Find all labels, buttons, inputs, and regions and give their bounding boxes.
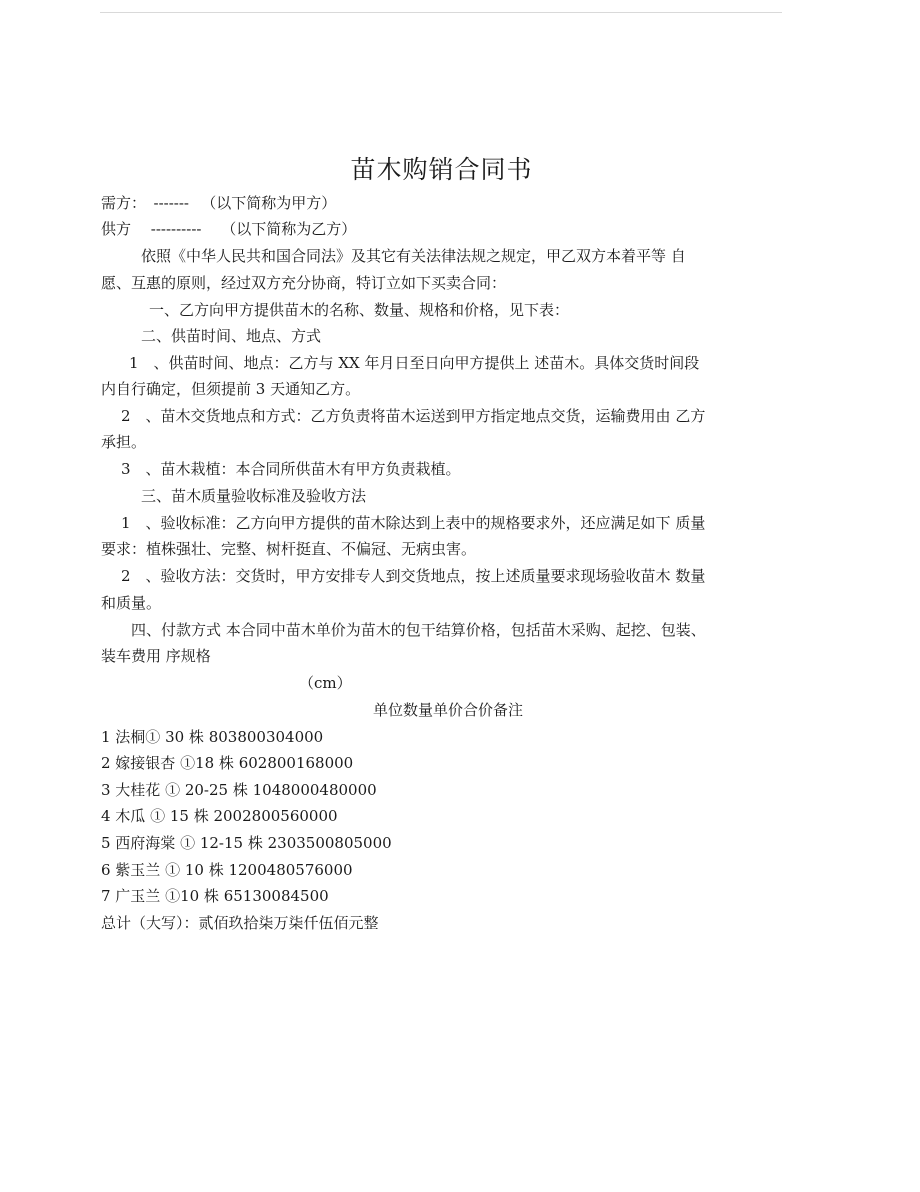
table-row: 2 嫁接银杏 ①18 株 602800168000 [101, 754, 354, 772]
table-row: 5 西府海棠 ① 12-15 株 2303500805000 [101, 834, 392, 852]
delivery-place-line-1: 2 、苗木交货地点和方式：乙方负责将苗木运送到甲方指定地点交货，运输费用由 乙方 [121, 407, 706, 425]
total-amount-line: 总计（大写）：贰佰玖拾柒万柒仟伍佰元整 [101, 914, 379, 932]
top-divider [100, 12, 782, 13]
document-title: 苗木购销合同书 [350, 155, 533, 184]
table-row: 4 木瓜 ① 15 株 2002800560000 [101, 807, 338, 825]
planting-line: 3 、苗木栽植：本合同所供苗木有甲方负责栽植。 [121, 460, 461, 478]
table-header: 单位数量单价合价备注 [373, 701, 524, 719]
section-3-heading: 三、苗木质量验收标准及验收方法 [141, 487, 367, 505]
delivery-time-line-2: 内自行确定，但须提前 3 天通知乙方。 [101, 380, 361, 398]
delivery-time-line-1: 1 、供苗时间、地点：乙方与 XX 年月日至日向甲方提供上 述苗木。具体交货时间段 [129, 354, 700, 372]
delivery-place-line-2: 承担。 [101, 433, 147, 451]
table-row: 6 紫玉兰 ① 10 株 1200480576000 [101, 861, 353, 879]
payment-line-1: 四、付款方式 本合同中苗木单价为苗木的包干结算价格，包括苗木采购、起挖、包装、 [131, 621, 706, 639]
unit-cm-label: （cm） [299, 674, 352, 692]
table-row: 1 法桐① 30 株 803800304000 [101, 728, 324, 746]
buyer-line: 需方： ------- （以下简称为甲方） [101, 194, 337, 212]
table-row: 3 大桂花 ① 20-25 株 1048000480000 [101, 781, 377, 799]
payment-line-2: 装车费用 序规格 [101, 647, 211, 665]
section-1-heading: 一、乙方向甲方提供苗木的名称、数量、规格和价格，见下表： [149, 301, 570, 319]
acceptance-method-line-2: 和质量。 [101, 594, 162, 612]
acceptance-standard-line-2: 要求：植株强壮、完整、树杆挺直、不偏冠、无病虫害。 [101, 540, 477, 558]
acceptance-method-line-1: 2 、验收方法：交货时，甲方安排专人到交货地点，按上述质量要求现场验收苗木 数量 [121, 567, 706, 585]
supplier-line: 供方 ---------- （以下简称为乙方） [101, 220, 357, 238]
acceptance-standard-line-1: 1 、验收标准：乙方向甲方提供的苗木除达到上表中的规格要求外，还应满足如下 质量 [121, 514, 706, 532]
intro-paragraph-line-1: 依照《中华人民共和国合同法》及其它有关法律法规之规定，甲乙双方本着平等 自 [141, 247, 686, 265]
section-2-heading: 二、供苗时间、地点、方式 [141, 327, 322, 345]
table-row: 7 广玉兰 ①10 株 65130084500 [101, 887, 329, 905]
intro-paragraph-line-2: 愿、互惠的原则，经过双方充分协商，特订立如下买卖合同： [101, 274, 507, 292]
